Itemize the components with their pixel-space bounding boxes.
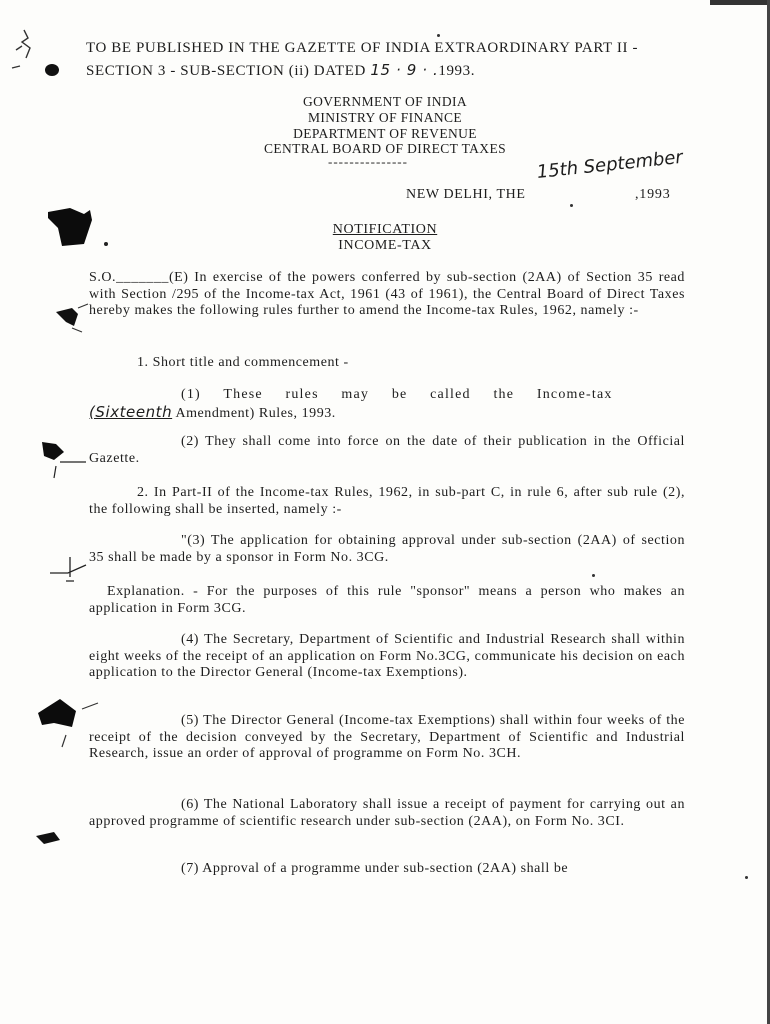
explanation-paragraph [89, 584, 685, 617]
scan-speck [437, 34, 440, 37]
header-board: CENTRAL BOARD OF DIRECT TAXES [263, 141, 507, 156]
dateline-year: ,1993 [635, 187, 671, 202]
ink-blot-left-2 [52, 300, 92, 336]
rule-5-text: (5) The Director General (Income-tax Exemptions) shall within four weeks of the receipt of the decision conveyed by the Secretary, Department of Scientific and Industrial Research, issue an order of approval of programme on Form No. 3CH. [89, 713, 685, 761]
amendment-paragraph [89, 485, 685, 518]
handwritten-sixteenth: (Sixteenth [89, 402, 173, 421]
header-government: GOVERNMENT OF INDIA [302, 94, 468, 109]
scan-speck [745, 876, 748, 879]
handwritten-date: 15th September [535, 146, 684, 183]
gazette-line-1: TO BE PUBLISHED IN THE GAZETTE OF INDIA EXTRAORDINARY PART II - [86, 40, 639, 56]
scan-speck [592, 574, 595, 577]
gazette-line-2 [86, 61, 686, 80]
notification-title: NOTIFICATION [332, 222, 438, 237]
header-separator: --------------- [328, 154, 408, 169]
scan-artifact-top [710, 0, 770, 5]
ink-blot-left-3 [34, 434, 90, 480]
rule-3-text: "(3) The application for obtaining approval under sub-section (2AA) of section 35 shall be made by a sponsor in Form No. 3CG. [89, 533, 685, 565]
ink-mark-left-4 [46, 553, 90, 587]
rule-2-paragraph [89, 434, 685, 467]
rule-1-paragraph [89, 387, 685, 422]
rule-1-text-cont: Amendment) Rules, 1993. [175, 405, 336, 421]
rule-6-text: (6) The National Laboratory shall issue a receipt of payment for carrying out an approved programme of scientific research under sub-section (2AA), on Form No. 3CI. [89, 797, 685, 829]
rule-3-paragraph [89, 533, 685, 566]
rule-2-text: (2) They shall come into force on the date of their publication in the Official Gazette. [89, 434, 685, 466]
notification-subtitle: INCOME-TAX [338, 238, 432, 253]
scan-speck [570, 204, 573, 207]
dateline-place: NEW DELHI, THE [406, 187, 526, 202]
rule-1-text: (1) These rules may be called the Income-tax [181, 387, 613, 402]
rule-5-paragraph [89, 713, 685, 763]
gazette-year: 1993. [438, 63, 476, 79]
header-ministry: MINISTRY OF FINANCE [307, 110, 463, 125]
section-heading-short-title: 1. Short title and commencement - [137, 355, 349, 370]
ink-blot-top-left [2, 20, 72, 90]
intro-paragraph: S.O._______(E) In exercise of the powers conferred by sub-section (2AA) of Section 35 read with Section /295 of the Income-tax Act, 1961 (43 of 1961), the Central Board of Direct Taxes hereby makes the following rules further to amend the Income-tax Rules, 1962, namely :- [89, 270, 685, 318]
handwritten-gazette-date: 15 · 9 · . [370, 61, 439, 79]
amendment-text: 2. In Part-II of the Income-tax Rules, 1962, in sub-part C, in rule 6, after sub rule (2), the following shall be inserted, namely :- [89, 485, 685, 517]
ink-blot-left-1 [44, 204, 114, 254]
header-department: DEPARTMENT OF REVENUE [293, 126, 477, 141]
rule-4-text: (4) The Secretary, Department of Scientific and Industrial Research shall within eight weeks of the receipt of an application on Form No.3CG, communicate his decision on each application to the Director General (Income-tax Exemptions). [89, 632, 685, 680]
rule-7-text: (7) Approval of a programme under sub-section (2AA) shall be [181, 861, 569, 876]
rule-4-paragraph [89, 632, 685, 682]
ink-blot-left-6 [32, 822, 72, 852]
rule-6-paragraph [89, 797, 685, 830]
rule-7-paragraph [89, 861, 685, 878]
gazette-line-2-prefix: SECTION 3 - SUB-SECTION (ii) DATED [86, 63, 366, 79]
explanation-text: Explanation. - For the purposes of this rule "sponsor" means a person who makes an application in Form 3CG. [89, 584, 685, 616]
ink-blot-left-5 [32, 693, 108, 749]
